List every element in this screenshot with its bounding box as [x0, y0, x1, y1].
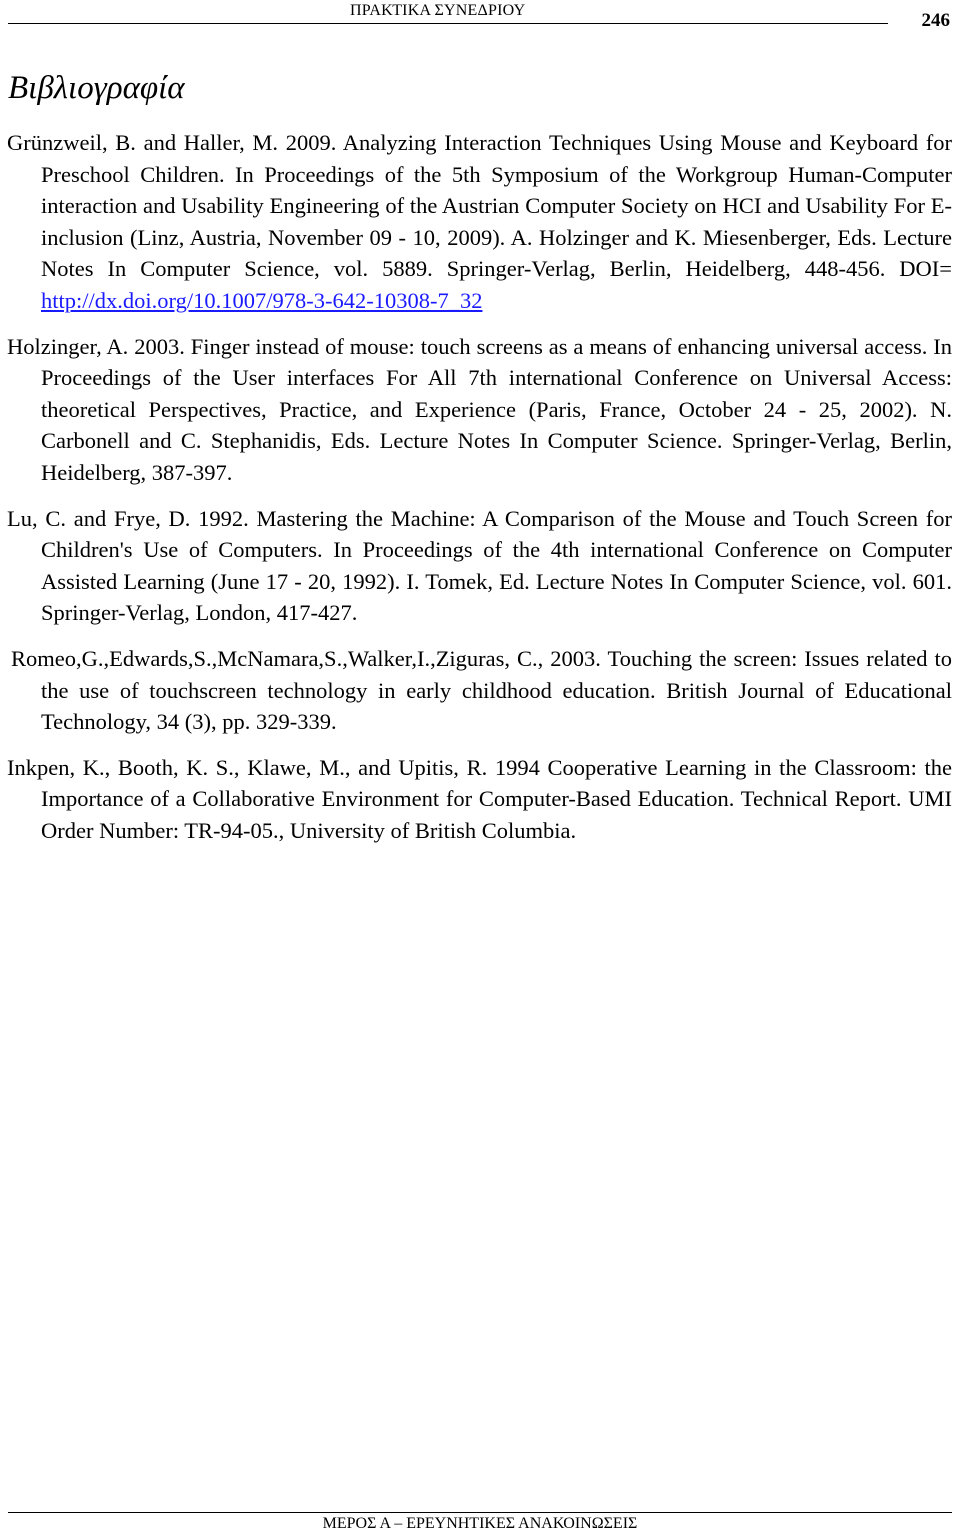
reference-item [0, 331, 960, 489]
reference-item [0, 752, 960, 847]
reference-text: Lu, C. and Frye, D. 1992. Mastering the Machine: A Comparison of the Mouse and Touch Screen for Children's Use of Computers. In Proceedings of the 4th international Conference on Computer Assisted Learning (June 17 - 20, 1992). I. Tomek, Ed. Lecture Notes In Computer Science, vol. 601. Springer-Verlag, London, 417-427. [7, 505, 952, 626]
reference-text: Holzinger, A. 2003. Finger instead of mouse: touch screens as a means of enhancing universal access. In Proceedings of the User interfaces For All 7th international Conference on Universal Access: theoretical Perspectives, Practice, and Experience (Paris, France, October 24 - 25, 2002). N. Carbonell and C. Stephanidis, Eds. Lecture Notes In Computer Science. Springer-Verlag, Berlin, Heidelberg, 387-397. [7, 333, 952, 485]
running-header: ΠΡΑΚΤΙΚΑ ΣΥΝΕΔΡΙΟΥ [350, 2, 526, 19]
reference-list [0, 127, 960, 846]
page-number: 246 [921, 10, 950, 31]
running-footer: ΜΕΡΟΣ Α – ΕΡΕΥΝΗΤΙΚΕΣ ΑΝΑΚΟΙΝΩΣΕΙΣ [322, 1515, 638, 1532]
reference-item [0, 503, 960, 629]
header-divider [8, 23, 888, 24]
footer-divider [8, 1512, 952, 1513]
reference-item [0, 643, 960, 738]
reference-item [0, 127, 960, 317]
section-title: Βιβλιογραφία [8, 70, 185, 106]
doi-link[interactable]: http://dx.doi.org/10.1007/978-3-642-10308-7_32 [41, 287, 483, 313]
reference-text: Inkpen, K., Booth, K. S., Klawe, M., and Upitis, R. 1994 Cooperative Learning in the Classroom: the Importance of a Collaborative Environment for Computer-Based Education. Technical Report. UMI Order Number: TR-94-05., University of British Columbia. [7, 754, 952, 843]
reference-text: Romeo,G.,Edwards,S.,McNamara,S.,Walker,I.,Ziguras, C., 2003. Touching the screen: Issues related to the use of touchscreen technology in early childhood education. British Journal of Educational Technology, 34 (3), pp. 329-339. [11, 645, 952, 735]
reference-text: Grünzweil, B. and Haller, M. 2009. Analyzing Interaction Techniques Using Mouse and Keyboard for Preschool Children. In Proceedings of the 5th Symposium of the Workgroup Human-Computer interaction and Usability Engineering of the Austrian Computer Society on HCI and Usability For E-inclusion (Linz, Austria, November 09 - 10, 2009). A. Holzinger and K. Miesenberger, Eds. Lecture Notes In Computer Science, vol. 5889. Springer-Verlag, Berlin, Heidelberg, 448-456. DOI= [7, 130, 952, 282]
